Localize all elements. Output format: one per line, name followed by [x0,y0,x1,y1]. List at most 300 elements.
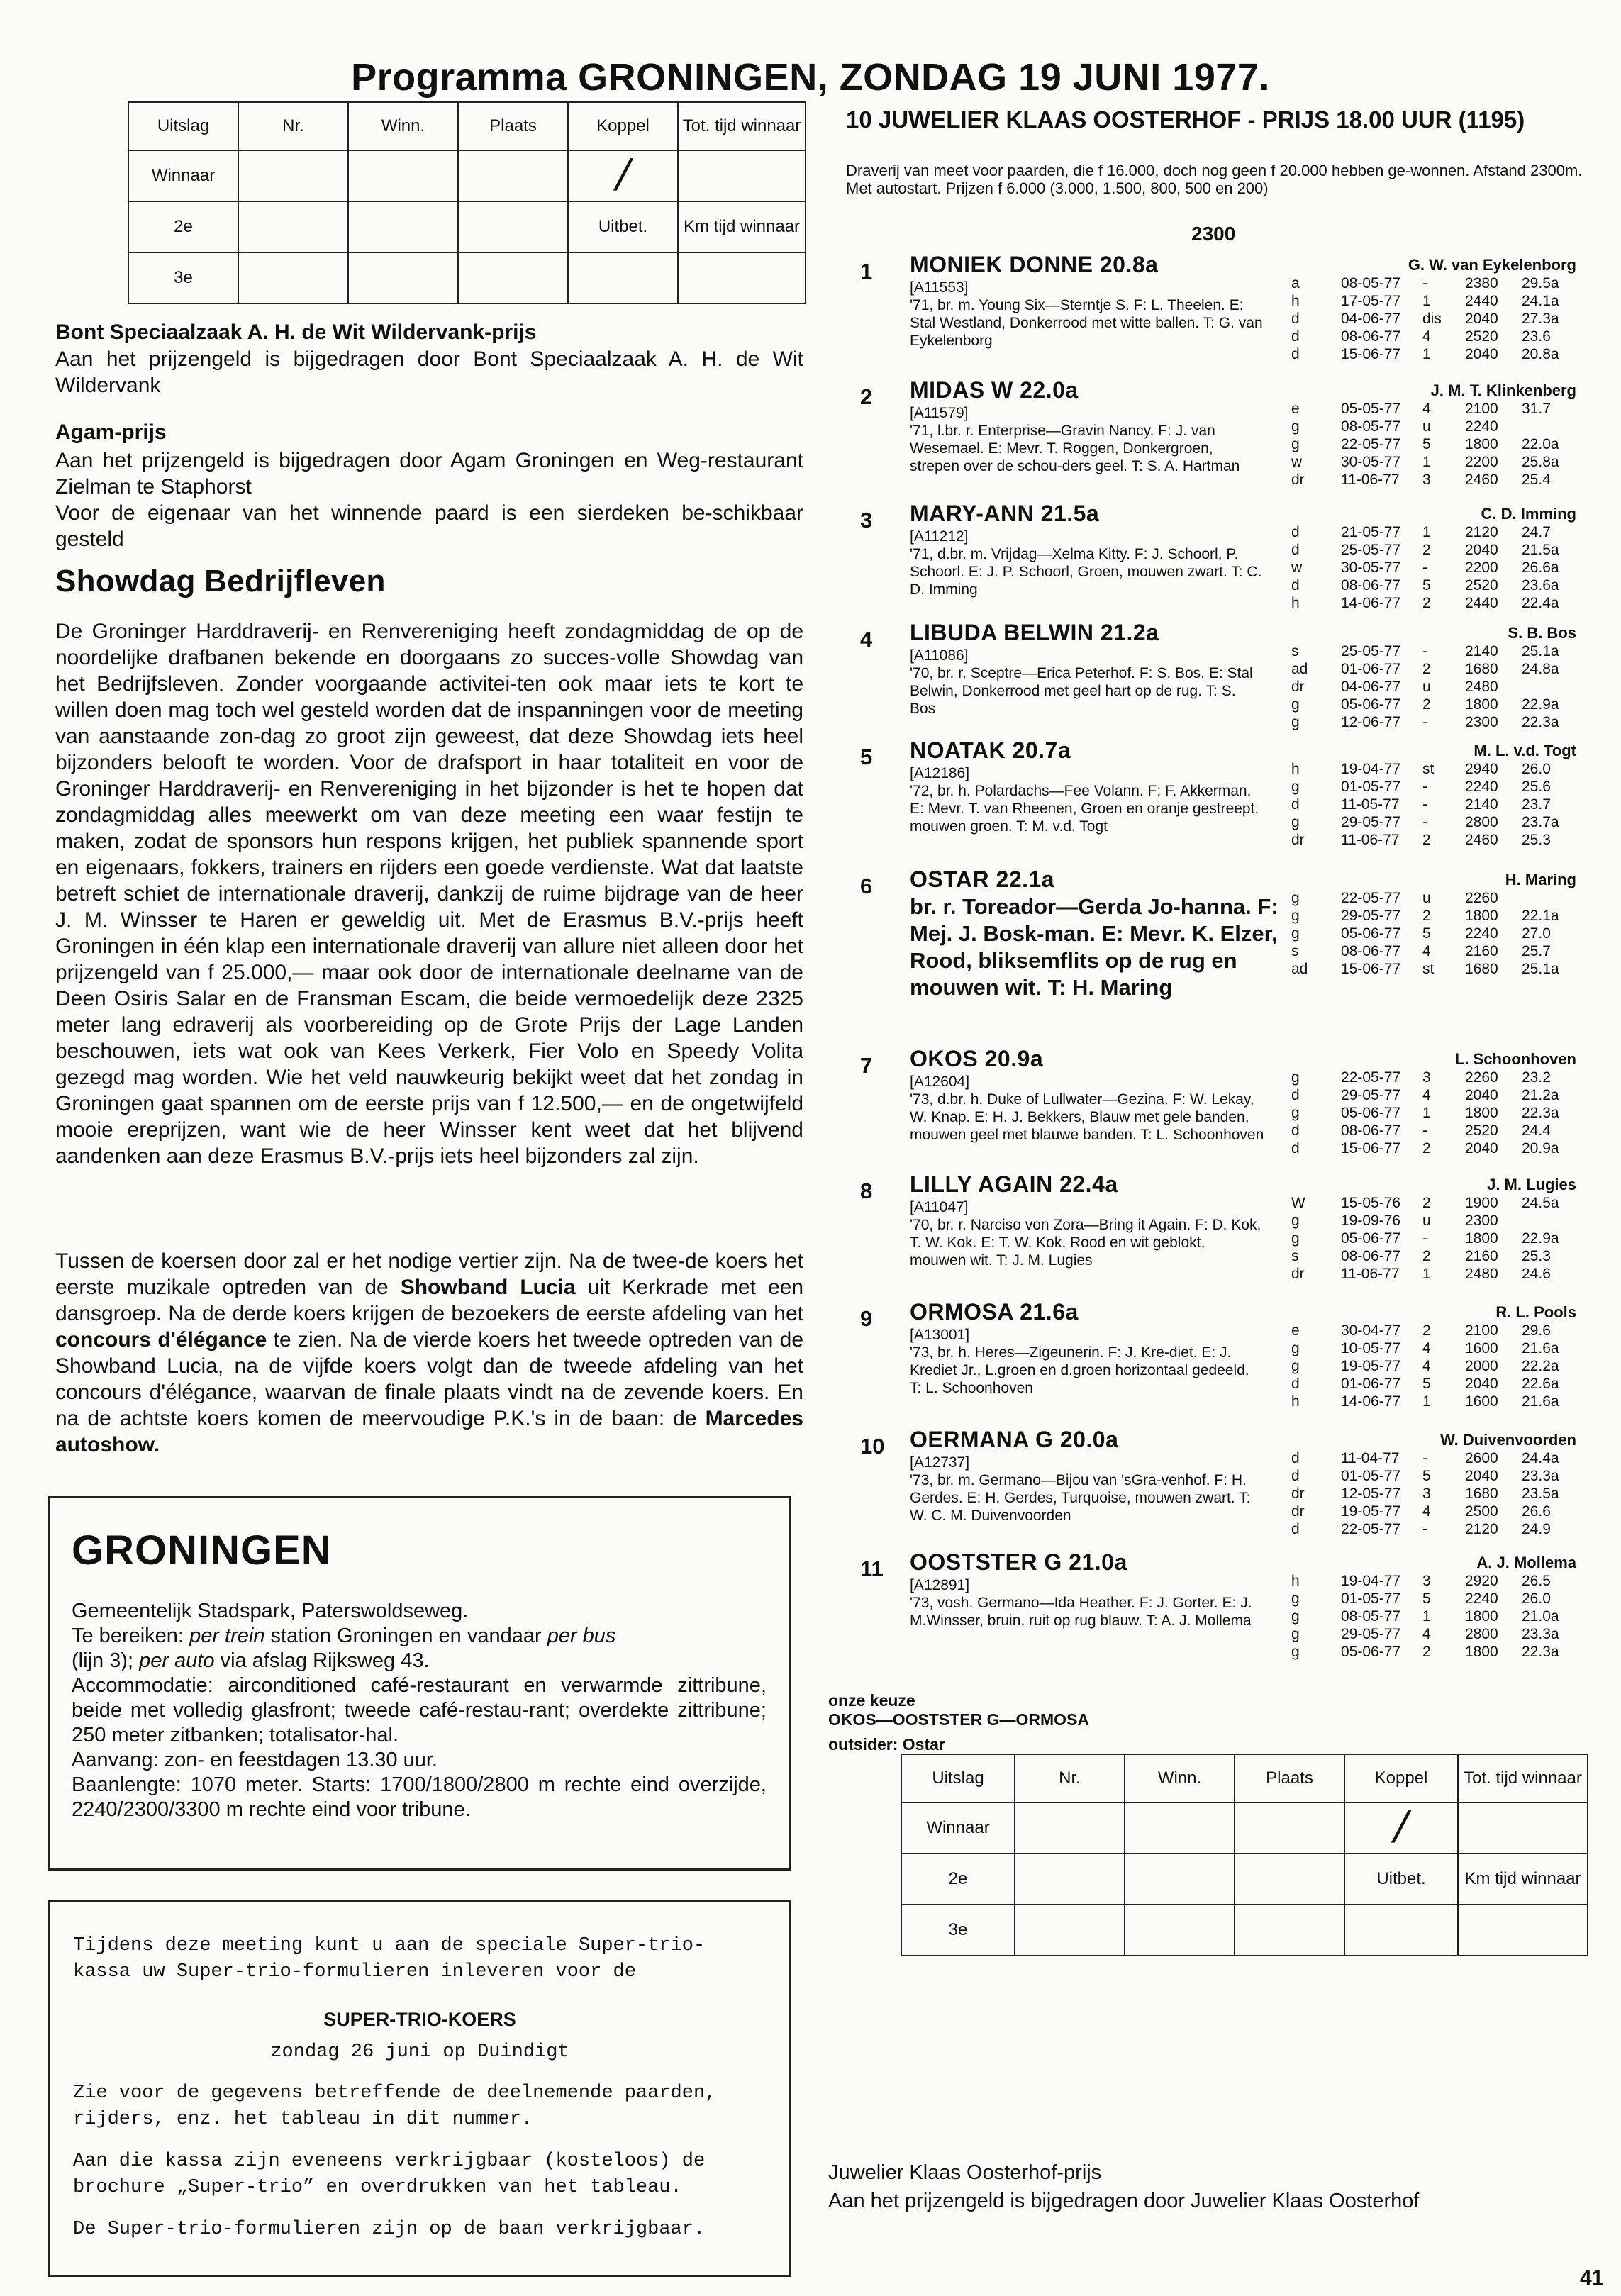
form-row [1291,1467,1586,1485]
form-track: e [1291,401,1300,417]
form-place: 2 [1422,1644,1431,1660]
form-track: d [1291,524,1300,540]
form-date: 08-05-77 [1341,1608,1401,1625]
supertrio-brochure: Aan die kassa zijn eveneens verkrijgbaar (kosteloos) de brochure „Super-trio” en overdrukken van het tableau. [73,2151,706,2198]
horse-id: [A12604] [910,1074,970,1090]
showdag-text: De Groninger Harddraverij- en Renvereniging heeft zondagmiddag de op de noordelijke drafbanen bekende en doorgaans zo succes-volle Showdag van het Bedrijfsleven. Zonder voorgaande activitei-ten ook maar iets te kort te willen doen mag toch wel gesteld worden dat de inspanningen voor de meeting van aanstaande zon-dag zo groot zijn geweest, dat deze Showdag iets heel bijzonders belooft te worden. Voor de drafsport in haar totaliteit en voor de Groninger Harddraverij- en Renvereniging in het bijzonder is het te hopen dat zondagmiddag alles meewerkt om van deze meeting een waar festijn te maken, zodat de sponsors hun respons krijgen, het publiek spannende sport en eigenaars, fokkers, trainers en rijders een goede verdienste. Wat dat laatste betreft schiet de internationale draverij, dankzij de ruime bijdrage van de heer J. M. Winsser te Haren er geweldig uit. Met de Erasmus B.V.-prijs heeft Groningen in één klap een internationale draverij van allure niet alleen door het prijzengeld van f 25.000,— maar ook door de internationale deelname van de Deen Osiris Salar en de Fransman Escam, die beide vermoedelijk deze 2325 meter lang edraverij als voorbereiding op de Grote Prijs der Lage Landen beschouwen, iets wat ook van Kees Verkerk, Fier Volo en Speedy Volita gezegd mag worden. Wie het veld nauwkeurig bekijkt weet dat het zondag in Groningen gaat spannen om de eerste prijs van f 12.500,— en de ongetwijfeld mooie ereprijzen, want wie de heer Winsser kent weet dat het blijvend aandenken aan deze Erasmus B.V.-prijs iets heel bijzonders zal zijn. [55,620,803,1168]
form-time: 24.8a [1522,661,1559,677]
form-time: 26.0 [1522,1590,1551,1607]
form-place: 2 [1422,595,1431,611]
form-time: 24.4 [1522,1122,1551,1139]
horse-number: 6 [860,874,873,898]
form-row [1291,907,1586,925]
form-time: 22.3a [1522,1105,1559,1121]
form-row [1291,1643,1586,1661]
form-time: 25.6 [1522,779,1551,795]
form-date: 19-05-77 [1341,1358,1401,1374]
form-distance: 1800 [1465,1608,1498,1625]
form-row [1291,328,1586,345]
form-date: 15-06-77 [1341,346,1401,362]
form-row [1291,889,1586,907]
form-distance: 2200 [1465,454,1498,470]
form-date: 10-05-77 [1341,1340,1401,1356]
form-track: g [1291,1230,1300,1247]
form-distance: 2520 [1465,577,1498,593]
form-track: g [1291,908,1300,924]
header-nr: Nr. [238,102,348,150]
form-date: 25-05-77 [1341,542,1401,558]
form-place: 4 [1422,1340,1431,1356]
form-date: 08-05-77 [1341,418,1401,435]
form-place: 2 [1422,1140,1431,1157]
form-date: 05-05-77 [1341,401,1401,417]
form-track: d [1291,346,1300,362]
form-track: dr [1291,1503,1305,1520]
row-winnaar: Winnaar [128,150,238,201]
form-distance: 2160 [1465,943,1498,959]
form-track: dr [1291,832,1305,848]
showdag-title: Showdag Bedrijfleven [55,564,386,598]
form-date: 08-06-77 [1341,1248,1401,1264]
horse-id: [A12891] [910,1577,970,1593]
horse-driver: M. L. v.d. Togt [1474,742,1576,759]
row-3e: 3e [901,1905,1015,1956]
result-table-bottom [901,1754,1588,1956]
form-date: 08-06-77 [1341,577,1401,593]
horse-driver: W. Duivenvoorden [1440,1431,1576,1449]
form-row [1291,274,1586,292]
header-plaats: Plaats [458,102,568,150]
form-row [1291,678,1586,696]
form-distance: 2380 [1465,275,1498,291]
horse-driver: R. L. Pools [1495,1303,1576,1321]
horse-form [1291,760,1586,849]
form-distance: 2120 [1465,524,1498,540]
row-3e: 3e [128,252,238,303]
form-place: st [1422,961,1435,977]
form-place: - [1422,1122,1427,1139]
form-track: g [1291,1213,1300,1229]
form-time [1522,1212,1586,1230]
form-distance: 2600 [1465,1450,1498,1466]
form-time: 23.7 [1522,796,1551,813]
form-distance: 2520 [1465,328,1498,345]
form-time [1522,418,1586,435]
horse-number: 1 [860,259,873,284]
form-track: g [1291,1644,1300,1660]
agam-prize-text: Aan het prijzengeld is bijgedragen door Agam Groningen en Weg-restaurant Zielman te Staphorst [55,449,803,498]
result-table-top [128,101,806,304]
uitbet-label: Uitbet. [1344,1854,1458,1905]
form-track: h [1291,1573,1300,1589]
form-distance: 2140 [1465,643,1498,659]
form-place: 3 [1422,472,1431,488]
groningen-info: Gemeentelijk Stadspark, Paterswoldseweg. Te bereiken: per trein station Groningen en vandaar per bus (lijn 3); per auto via afslag Rijksweg 43. Accommodatie: airconditioned café-restaurant en verwarmde zittribune, beide met volledig glasfront; tweede café-restau-rant; overdekte zittribune; 250 meter zitbanken; totalisator-hal. Aanvang: zon- en feestdagen 13.30 uur. Baanlengte: 1070 meter. Starts: 1700/1800/2800 m rechte eind overzijde, 2240/2300/3300 m rechte eind voor tribune. [72,1600,767,1821]
horse-name: LIBUDA BELWIN 21.2a [910,620,1159,645]
form-place: 1 [1422,1105,1431,1121]
form-row [1291,1590,1586,1607]
form-place: - [1422,275,1427,291]
form-row [1291,813,1586,831]
form-track: dr [1291,1486,1305,1502]
header-winn: Winn. [348,102,458,150]
form-date: 19-04-77 [1341,1573,1401,1589]
form-row [1291,696,1586,713]
form-row [1291,1122,1586,1139]
form-track: e [1291,1322,1300,1339]
form-row [1291,471,1586,489]
form-row [1291,831,1586,849]
form-time: 25.8a [1522,454,1559,470]
form-date: 25-05-77 [1341,643,1401,659]
form-date: 30-04-77 [1341,1322,1401,1339]
form-track: g [1291,714,1300,730]
form-row [1291,292,1586,310]
form-row [1291,1339,1586,1357]
horse-form [1291,1069,1586,1157]
horse-name: MONIEK DONNE 20.8a [910,252,1159,277]
groningen-title: GRONINGEN [72,1527,332,1573]
form-date: 22-05-77 [1341,436,1401,452]
header-tot-tijd: Tot. tijd winnaar [1458,1754,1588,1802]
horse-number: 8 [860,1178,873,1203]
horse-form [1291,1449,1586,1538]
form-row [1291,1485,1586,1503]
form-row [1291,310,1586,328]
horse-id: [A12186] [910,765,970,781]
page-title: Programma GRONINGEN, ZONDAG 19 JUNI 1977. [351,56,1270,99]
race-distance: 2300 [1191,223,1236,245]
form-row [1291,796,1586,813]
form-date: 19-05-77 [1341,1503,1401,1520]
form-track: g [1291,814,1300,830]
form-date: 14-06-77 [1341,595,1401,611]
form-distance: 2040 [1465,346,1498,362]
form-place: 1 [1422,1608,1431,1625]
form-place: 1 [1422,293,1431,309]
horse-id: [A13001] [910,1327,970,1343]
form-distance: 1800 [1465,1230,1498,1247]
form-track: g [1291,1105,1300,1121]
form-distance: 1680 [1465,961,1498,977]
form-time: 24.6 [1522,1266,1551,1282]
form-place: 5 [1422,577,1431,593]
form-place: 4 [1422,1503,1431,1520]
form-place: 2 [1422,1322,1431,1339]
form-place: 2 [1422,1248,1431,1264]
form-track: d [1291,796,1300,813]
form-date: 08-06-77 [1341,328,1401,345]
form-place: 5 [1422,1376,1431,1392]
horse-number: 7 [860,1053,873,1078]
horse-number: 4 [860,627,873,652]
row-winnaar: Winnaar [901,1802,1015,1854]
slash-mark: / [611,151,635,200]
form-track: dr [1291,472,1305,488]
horse-name: LILLY AGAIN 22.4a [910,1171,1118,1197]
form-track: d [1291,1450,1300,1466]
form-place: st [1422,761,1435,777]
form-track: d [1291,1521,1300,1537]
supertrio-box [48,1900,791,2277]
form-date: 29-05-77 [1341,1626,1401,1642]
form-track: g [1291,925,1300,942]
form-track: h [1291,595,1300,611]
form-place: u [1422,679,1431,695]
form-row [1291,713,1586,731]
form-time: 29.5a [1522,275,1559,291]
form-row [1291,778,1586,796]
form-place: 3 [1422,1069,1431,1086]
form-date: 11-06-77 [1341,472,1400,488]
form-time: 24.7 [1522,524,1551,540]
form-row [1291,925,1586,942]
form-row [1291,660,1586,678]
form-distance: 2300 [1465,1213,1498,1229]
form-distance: 1800 [1465,436,1498,452]
form-distance: 2520 [1465,1122,1498,1139]
form-row [1291,1520,1586,1538]
horse-number: 10 [860,1434,885,1459]
form-date: 08-05-77 [1341,275,1401,291]
horse-driver: A. J. Mollema [1476,1554,1576,1571]
horse-driver: C. D. Imming [1481,505,1576,523]
form-date: 01-06-77 [1341,661,1401,677]
form-row [1291,594,1586,612]
horse-form [1291,1194,1586,1283]
form-place: 4 [1422,1087,1431,1103]
form-date: 21-05-77 [1341,524,1401,540]
form-date: 08-06-77 [1341,943,1401,959]
form-row [1291,1503,1586,1520]
form-time: 24.4a [1522,1450,1559,1466]
form-place: - [1422,714,1427,730]
form-track: W [1291,1195,1305,1211]
form-track: g [1291,696,1300,713]
form-place: 2 [1422,661,1431,677]
form-distance: 2480 [1465,679,1498,695]
horse-number: 9 [860,1306,873,1331]
form-date: 12-06-77 [1341,714,1401,730]
form-date: 11-04-77 [1341,1450,1400,1466]
form-track: h [1291,761,1300,777]
form-date: 08-06-77 [1341,1122,1401,1139]
horse-form [1291,1322,1586,1410]
form-track: d [1291,328,1300,345]
form-date: 05-06-77 [1341,1644,1401,1660]
horse-driver: J. M. Lugies [1487,1176,1576,1193]
form-track: ad [1291,661,1308,677]
form-track: s [1291,1248,1299,1264]
slash-mark: / [1388,1803,1414,1852]
form-row [1291,418,1586,435]
form-track: dr [1291,679,1305,695]
form-time: 21.2a [1522,1087,1559,1103]
form-time: 21.6a [1522,1393,1559,1410]
horse-number: 5 [860,745,873,769]
form-track: g [1291,1340,1300,1356]
form-date: 15-06-77 [1341,1140,1401,1157]
horse-description: '73, vosh. Germano—Ida Heather. F: J. Gorter. E: J. M.Winsser, bruin, ruit op rug blauw. T: A. J. Mollema [910,1595,1252,1629]
form-place: 5 [1422,1590,1431,1607]
form-date: 22-05-77 [1341,1069,1401,1086]
form-time: 25.7 [1522,943,1551,959]
form-time: 26.5 [1522,1573,1551,1589]
form-row [1291,453,1586,471]
form-time [1522,889,1586,907]
header-uitslag: Uitslag [901,1754,1015,1802]
form-track: a [1291,275,1300,291]
juwelier-prize-text: Aan het prijzengeld is bijgedragen door Juwelier Klaas Oosterhof [828,2190,1420,2212]
form-time: 23.5a [1522,1486,1559,1502]
horse-id: [A11579] [910,405,969,421]
form-place: 1 [1422,454,1431,470]
outsider: outsider: Ostar [828,1735,945,1754]
horse-form [1291,1572,1586,1661]
bont-prize-text: Aan het prijzengeld is bijgedragen door Bont Speciaalzaak A. H. de Wit Wildervank [55,347,803,397]
form-time: 27.3a [1522,311,1559,327]
uitbet-label: Uitbet. [568,201,678,252]
form-place: 3 [1422,1486,1431,1502]
horse-driver: G. W. van Eykelenborg [1408,256,1576,274]
form-time: 24.9 [1522,1521,1551,1537]
form-place: - [1422,559,1427,576]
form-track: d [1291,542,1300,558]
form-row [1291,1247,1586,1265]
horse-name: OSTAR 22.1a [910,866,1055,892]
agam-prize-note: Voor de eigenaar van het winnende paard is een sierdeken be-schikbaar gesteld [55,501,803,551]
form-place: 2 [1422,542,1431,558]
horse-description: '70, br. r. Narciso von Zora—Bring it Again. F: D. Kok, T. W. Kok. E: T. W. Kok, Rood en wit geblokt, mouwen wit. T: J. M. Lugies [910,1217,1261,1269]
form-time: 25.3 [1522,832,1551,848]
form-track: w [1291,454,1303,470]
form-place: 2 [1422,832,1431,848]
our-pick [828,1691,1089,1754]
horse-driver: L. Schoonhoven [1454,1050,1576,1068]
km-tijd-label: Km tijd winnaar [678,201,806,252]
supertrio-date: zondag 26 juni op Duindigt [270,2041,569,2063]
km-tijd-label: Km tijd winnaar [1458,1854,1588,1905]
horse-driver: S. B. Bos [1508,624,1576,642]
form-time: 24.1a [1522,293,1559,309]
horse-description: '73, d.br. h. Duke of Lullwater—Gezina. F: W. Lekay, W. Knap. E: H. J. Bekkers, Blauw met gele banden, mouwen geel met blauwe banden. T: L. Schoonhoven [910,1091,1264,1143]
header-uitslag: Uitslag [128,102,238,150]
form-distance: 2300 [1465,714,1498,730]
form-date: 22-05-77 [1341,1521,1401,1537]
horse-driver: J. M. T. Klinkenberg [1430,381,1576,399]
form-distance: 2920 [1465,1573,1498,1589]
horse-description: '73, br. h. Heres—Zigeunerin. F: J. Kre-diet. E: J. Krediet Jr., L.groen en d.groen horizontaal gedeeld. T: L. Schoonhoven [910,1344,1249,1396]
form-distance: 2040 [1465,1376,1498,1392]
form-distance: 2120 [1465,1521,1498,1537]
form-date: 04-06-77 [1341,679,1401,695]
form-place: 5 [1422,436,1431,452]
form-distance: 2240 [1465,1590,1498,1607]
form-place: 2 [1422,1195,1431,1211]
form-distance: 2440 [1465,293,1498,309]
form-track: d [1291,1376,1300,1392]
form-time: 25.1a [1522,643,1559,659]
form-date: 01-06-77 [1341,1376,1401,1392]
form-time: 23.7a [1522,814,1559,830]
form-date: 05-06-77 [1341,696,1401,713]
form-time: 22.3a [1522,714,1559,730]
form-time: 21.5a [1522,542,1559,558]
header-nr: Nr. [1015,1754,1125,1802]
form-track: g [1291,779,1300,795]
form-track: w [1291,559,1303,576]
form-place: - [1422,1230,1427,1247]
form-distance: 2040 [1465,1087,1498,1103]
form-date: 22-05-77 [1341,890,1401,906]
form-place: 4 [1422,1626,1431,1642]
form-track: d [1291,1122,1300,1139]
supertrio-forms: De Super-trio-formulieren zijn op de baan verkrijgbaar. [73,2219,706,2240]
form-distance: 2460 [1465,472,1498,488]
form-row [1291,1375,1586,1393]
pick-horses: OKOS—OOSTSTER G—ORMOSA [828,1710,1090,1729]
horse-id: [A12737] [910,1454,970,1471]
form-date: 01-05-77 [1341,1590,1401,1607]
form-date: 29-05-77 [1341,1087,1401,1103]
form-date: 19-04-77 [1341,761,1401,777]
supertrio-info: Zie voor de gegevens betreffende de deelnemende paarden, rijders, enz. het tableau in dit nummer. [73,2083,717,2130]
horse-form [1291,400,1586,489]
form-row [1291,523,1586,541]
form-distance: 2140 [1465,796,1498,813]
form-place: 3 [1422,1573,1431,1589]
form-row [1291,1572,1586,1590]
form-place: 4 [1422,1358,1431,1374]
form-distance: 2100 [1465,1322,1498,1339]
form-track: s [1291,643,1299,659]
header-koppel: Koppel [568,102,678,150]
form-distance: 1800 [1465,1644,1498,1660]
form-date: 11-06-77 [1341,1266,1400,1282]
horse-description: '71, br. m. Young Six—Sterntje S. F: L. Theelen. E: Stal Westland, Donkerrood met witte ballen. T: G. van Eykelenborg [910,297,1263,349]
form-place: 1 [1422,1266,1431,1282]
form-time: 22.2a [1522,1358,1559,1374]
horse-form [1291,523,1586,612]
form-row [1291,1265,1586,1283]
form-time: 20.8a [1522,346,1559,362]
race-conditions: Draverij van meet voor paarden, die f 16.000, doch nog geen f 20.000 hebben ge-wonnen. Afstand 2300m. Met autostart. Prijzen f 6.000 (3.000, 1.500, 800, 500 en 200) [846,162,1583,197]
form-date: 30-05-77 [1341,559,1401,576]
form-time: 23.6 [1522,328,1551,345]
form-place: 1 [1422,524,1431,540]
horse-form [1291,889,1586,978]
form-date: 11-06-77 [1341,832,1400,848]
form-row [1291,576,1586,594]
horse-id: [A11553] [910,279,969,296]
header-plaats: Plaats [1235,1754,1344,1802]
form-time: 26.0 [1522,761,1551,777]
form-time: 26.6a [1522,559,1559,576]
form-distance: 2040 [1465,1468,1498,1484]
form-row [1291,942,1586,960]
horse-name: MIDAS W 22.0a [910,377,1079,403]
form-date: 05-06-77 [1341,1230,1401,1247]
race-title: 10 JUWELIER KLAAS OOSTERHOF - PRIJS 18.00 UUR (1195) [846,106,1525,133]
form-row [1291,345,1586,363]
form-row [1291,400,1586,418]
form-time: 22.4a [1522,595,1559,611]
horse-form [1291,642,1586,731]
form-time: 23.6a [1522,577,1559,593]
header-koppel: Koppel [1344,1754,1458,1802]
form-time: 26.6 [1522,1503,1551,1520]
horse-name: MARY-ANN 21.5a [910,501,1100,526]
